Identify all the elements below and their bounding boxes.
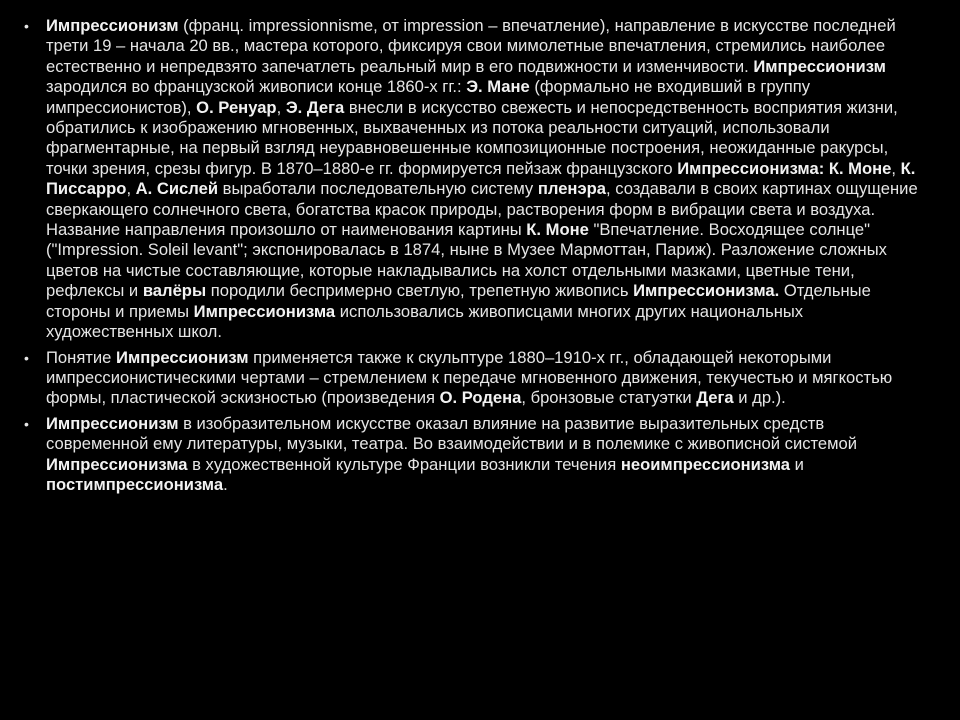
text-run: и др.). [733,388,786,408]
text-run: (формально не входивший в группу импрессионистов), [46,77,811,117]
paragraph-3 [46,414,920,496]
bold-text-run: Импрессионизма [193,301,336,321]
text-run: , [891,158,901,178]
text-run: применяется также к скульптуре 1880–1910-х гг., обладающей некоторыми импрессионистическими чертами – стремлением к передаче мгновенного движения, текучестью и мягкостью формы, пластической эскизностью (произведения [46,347,893,408]
bold-text-run: Импрессионизма: К. Моне [677,158,892,178]
bold-text-run: К. Моне [526,220,589,240]
bold-text-run: Импрессионизм [116,347,249,367]
text-run: "Впечатление. Восходящее солнце" ("Impression. Soleil levant"; экспонировалась в 1874, ныне в Музее Мармоттан, Париж). Разложение сложных цветов на чистые составляющие, которые накладывались на холст отдельными мазками, цветные тени, рефлексы и [46,220,887,301]
bold-text-run: валёры [142,281,207,301]
bullet-item [20,348,920,409]
text-run: , бронзовые статуэтки [521,388,697,408]
bold-text-run: постимпрессионизма [46,474,224,494]
bold-text-run: А. Сислей [135,179,219,199]
text-run: (франц. impressionnisme, от impression – впечатление), направление в искусстве последней трети 19 – начала 20 вв., мастера которого, фиксируя свои мимолетные впечатления, стремились наиболее естественно и непредвзято запечатлеть реальный мир в его подвижности и изменчивости. [46,16,896,76]
text-run: использовались живописцами многих других национальных художественных школ. [46,301,804,342]
text-run: и [790,454,804,474]
bold-text-run: О. Ренуар [196,97,277,117]
bold-text-run: Дега [696,388,734,408]
bold-text-run: О. Родена [439,388,522,408]
text-run: Отдельные стороны и приемы [46,281,871,321]
paragraph-1 [46,16,920,343]
bullet-icon: • [24,18,29,34]
bold-text-run: Импрессионизм [46,16,179,35]
text-run: в художественной культуре Франции возникли течения [187,454,621,474]
text-run: выработали последовательную систему [218,179,538,199]
bullet-list [20,16,920,500]
bullet-icon: • [24,349,29,366]
bullet-item [20,16,920,343]
bold-text-run: Импрессионизма. [633,281,780,301]
text-run: Понятие [46,347,117,367]
bold-text-run: Импрессионизм [46,413,179,433]
bold-text-run: Импрессионизм [753,56,886,76]
text-run: зародился во французской живописи конце 1860-х гг.: [46,77,467,97]
bold-text-run: Э. Мане [466,77,530,97]
bold-text-run: К. Писсарро [46,158,916,199]
bullet-item [20,414,920,496]
text-run: , [126,179,136,199]
text-run: в изобразительном искусстве оказал влияние на развитие выразительных средств современной ему литературы, музыки, театра. Во взаимодействии и в полемике с живописной системой [46,413,858,454]
bold-text-run: неоимпрессионизма [620,454,790,474]
text-run: , [276,97,286,117]
bold-text-run: пленэра [537,179,606,199]
paragraph-2 [46,348,920,409]
bullet-icon: • [24,415,29,432]
bold-text-run: Импрессионизма [46,454,188,474]
text-run: . [223,474,228,494]
bold-text-run: Э. Дега [285,97,345,117]
text-run: породили беспримерно светлую, трепетную живопись [206,281,634,301]
text-run: , создавали в своих картинах ощущение сверкающего солнечного света, богатства красок природы, растворения форм в вибрации света и воздуха. Название направления произошло от наименования картины [46,179,918,240]
text-run: внесли в искусство свежесть и непосредственность восприятия жизни, обратились к изображению мгновенных, выхваченных из потока реальности ситуаций, использовали фрагментарные, на первый взгляд неуравновешенные композиционные построения, неожиданные ракурсы, точки зрения, срезы фигур. В 1870–1880-е гг. формируется пейзаж французского [46,97,898,178]
